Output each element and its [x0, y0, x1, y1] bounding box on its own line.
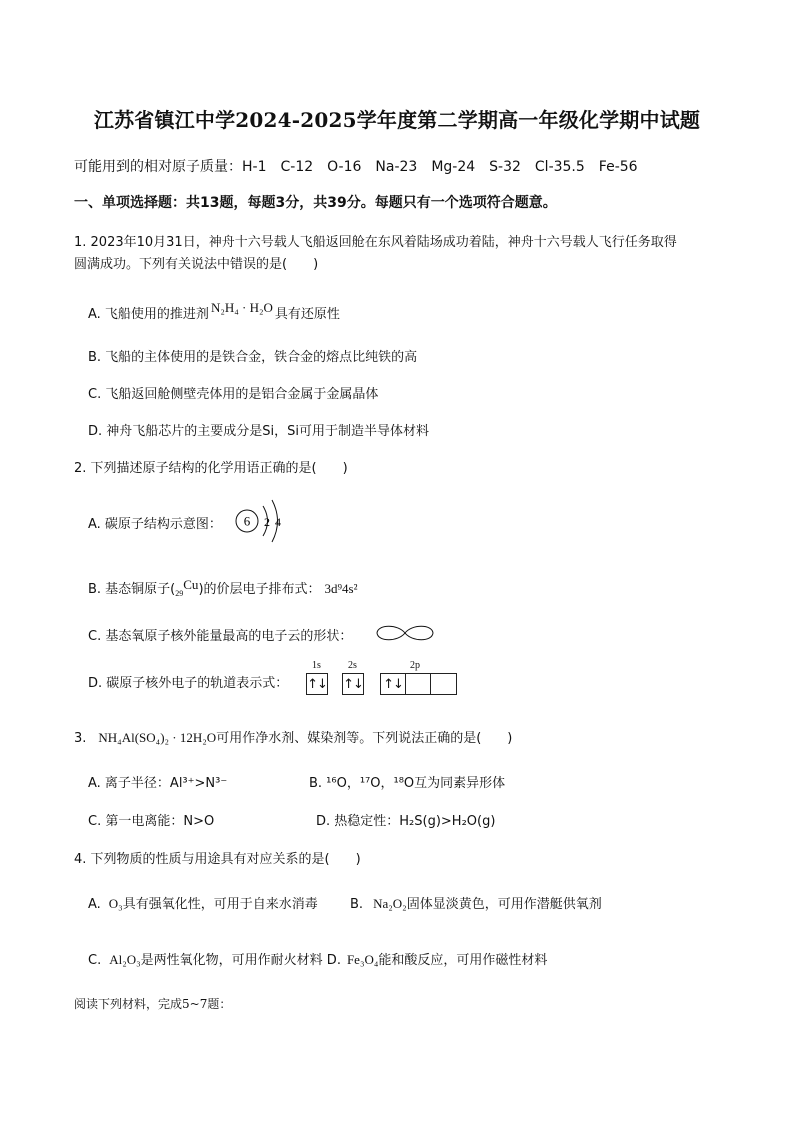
atomic-masses: 可能用到的相对原子质量：H-1 C-12 O-16 Na-23 Mg-24 S-32 Cl-35.5 Fe-56	[74, 159, 638, 175]
q3-stem	[74, 727, 512, 746]
shell2-electrons: 4	[275, 515, 281, 529]
orbital-box-2p	[380, 673, 457, 695]
q1-stem-line1: 1. 2023年10月31日，神舟十六号载人飞船返回舱在东风着陆场成功着陆，神舟十六号载人飞行任务取得	[74, 235, 677, 250]
q4-stem: 4. 下列物质的性质与用途具有对应关系的是( )	[74, 852, 361, 867]
q3-stem-text: 可用作净水剂、媒染剂等。下列说法正确的是( )	[216, 731, 513, 746]
orbital-label-2p: 2p	[410, 660, 420, 671]
q2-option-b-text: B. 基态铜原子(	[88, 582, 176, 597]
section-heading: 一、单项选择题：共13题，每题3分，共39分。每题只有一个选项符合题意。	[74, 195, 557, 211]
orbital-box-1s: ↑↓	[306, 673, 328, 695]
q1-option-d: D. 神舟飞船芯片的主要成分是Si，Si可用于制造半导体材料	[88, 424, 430, 439]
q4-option-a-label: A.	[88, 897, 101, 912]
nucleus-charge: 6	[243, 513, 251, 529]
q1-option-a-suffix: 具有还原性	[274, 307, 340, 322]
q1-option-b: B. 飞船的主体使用的是铁合金，铁合金的熔点比纯铁的高	[88, 350, 418, 365]
p-orbital-dumbbell	[374, 622, 436, 644]
orbital-2p-2	[406, 674, 431, 694]
q2-stem: 2. 下列描述原子结构的化学用语正确的是( )	[74, 461, 348, 476]
q1-option-c: C. 飞船返回舱侧壁壳体用的是铝合金属于金属晶体	[88, 387, 379, 402]
q1-option-a-formula: N₂H₄ · H₂O	[210, 300, 273, 315]
q2-option-b	[88, 578, 358, 598]
q3-option-d: D. 热稳定性：H₂S(g)>H₂O(g)	[316, 814, 496, 829]
q1-option-a-text: A. 飞船使用的推进剂	[88, 307, 209, 322]
q1-stem-line2: 圆满成功。下列有关说法中错误的是( )	[74, 257, 319, 272]
atomic-number: 29	[175, 589, 184, 598]
orbital-2p-3	[431, 674, 456, 694]
q4-option-b-label: B.	[350, 897, 364, 912]
q4-option-c-label: C.	[88, 953, 102, 968]
q4-option-d-text: 能和酸反应，可用作磁性材料	[378, 953, 548, 968]
q4-option-a-text: 具有强氧化性，可用于自来水消毒	[122, 897, 318, 912]
q2-option-b-mid: )的价层电子排布式：	[198, 582, 321, 597]
q3-option-b: B. ¹⁶O，¹⁷O，¹⁸O互为同素异形体	[309, 776, 506, 791]
carbon-atom-diagram	[232, 498, 292, 544]
q4-option-c-formula: Al₂O₃	[109, 952, 141, 967]
reading-instruction: 阅读下列材料，完成5~7题：	[74, 997, 232, 1011]
exam-title: 江苏省镇江中学2024-2025学年度第二学期高一年级化学期中试题	[93, 108, 701, 132]
electron-config: 3d⁹4s²	[324, 581, 358, 596]
orbital-box-2s: ↑↓	[342, 673, 364, 695]
element-symbol: Cu	[183, 577, 199, 592]
q3-number: 3.	[74, 731, 87, 746]
orbital-2p-1: ↑↓	[381, 674, 406, 694]
q4-option-a	[88, 893, 318, 912]
q4-option-b-text: 固体显淡黄色，可用作潜艇供氧剂	[406, 897, 602, 912]
orbital-label-1s: 1s	[312, 660, 321, 671]
q4-option-b	[350, 893, 602, 912]
q3-option-c: C. 第一电离能：N>O	[88, 814, 215, 829]
q4-option-b-formula: Na₂O₂	[373, 896, 407, 911]
q3-formula: NH₄Al(SO₄)₂ · 12H₂O	[98, 730, 217, 745]
shell1-electrons: 2	[264, 515, 270, 529]
orbital-label-2s: 2s	[348, 660, 357, 671]
q3-option-a: A. 离子半径：Al³⁺>N³⁻	[88, 776, 228, 791]
q4-option-cd	[88, 949, 547, 968]
q1-option-a	[88, 300, 340, 322]
q2-option-d: D. 碳原子核外电子的轨道表示式：	[88, 676, 289, 691]
q2-option-a-label: A. 碳原子结构示意图：	[88, 517, 222, 532]
q4-option-a-formula: O₃	[108, 896, 123, 911]
q4-option-c-text: 是两性氧化物，可用作耐火材料 D.	[140, 953, 341, 968]
q4-option-d-formula: Fe₃O₄	[346, 952, 379, 967]
q2-option-c: C. 基态氧原子核外能量最高的电子云的形状：	[88, 629, 353, 644]
